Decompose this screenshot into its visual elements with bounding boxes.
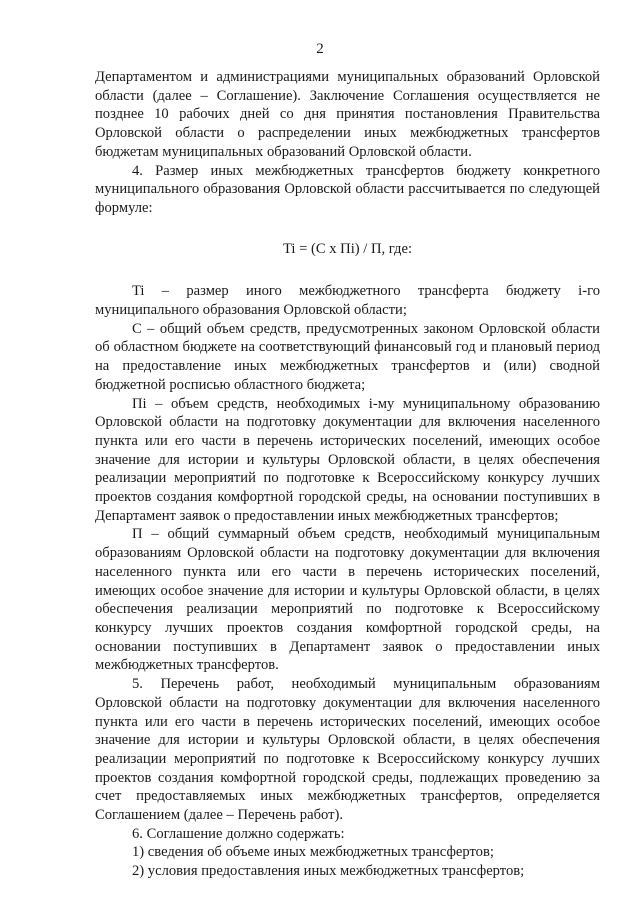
page-number: 2: [316, 41, 324, 57]
definition-c: С – общий объем средств, предусмотренных законом Орловской области об областном бюджете на соответствующий финансовый год и плановый период на предоставление иных межбюджетных трансфертов и (или) сводной бюджетной росписью областного бюджета;: [95, 320, 600, 393]
definition-p: П – общий суммарный объем средств, необходимый муниципальным образованиям Орловской области на подготовку документации для включения населенного пункта или его части в перечень исторических поселений, имеющих особое значение для истории и культуры Орловской области, в целях обеспечения реализации мероприятий по подготовке к Всероссийскому конкурсу лучших проектов создания комфортной городской среды, на основании поступивших в Департамент заявок о предоставлении иных межбюджетных трансфертов.: [95, 526, 600, 674]
paragraph-section-4: 4. Размер иных межбюджетных трансфертов бюджету конкретного муниципального образования Орловской области рассчитывается по следующей формуле:: [95, 162, 600, 216]
paragraph-agreement: Департаментом и администрациями муниципальных образований Орловской области (далее – Соглашение). Заключение Соглашения осуществляется не позднее 10 рабочих дней со дня принятия постановления Правительства Орловской области о распределении иных межбюджетных трансфертов бюджетам муниципальных образований Орловской области.: [95, 69, 600, 160]
definition-pi: Пi – объем средств, необходимых i-му муниципальному образованию Орловской области на подготовку документации для включения населенного пункта или его части в перечень исторических поселений, имеющих особое значение для истории и культуры Орловской области, в целях обеспечения реализации мероприятий по подготовке к Всероссийскому конкурсу лучших проектов создания комфортной городской среды, на основании поступивших в Департамент заявок о предоставлении иных межбюджетных трансфертов;: [95, 395, 600, 524]
formula: Ti = (C x Пi) / П, где:: [282, 240, 413, 257]
definition-ti: Ti – размер иного межбюджетного трансферта бюджету i-го муниципального образования Орловской области;: [95, 283, 600, 319]
section-6-item: 1) сведения об объеме иных межбюджетных трансфертов;: [132, 844, 494, 861]
document-body: [95, 68, 600, 881]
paragraph-section-5: 5. Перечень работ, необходимый муниципальным образованиям Орловской области на подготовку документации для включения населенного пункта или его части в перечень исторических поселений, имеющих особое значение для истории и культуры Орловской области, в целях обеспечения реализации мероприятий по подготовке к Всероссийскому конкурсу лучших проектов создания комфортной городской среды, подлежащих проведению за счет предоставляемых иных межбюджетных трансфертов, определяется Соглашением (далее – Перечень работ).: [95, 676, 600, 824]
section-6-item: 2) условия предоставления иных межбюджетных трансфертов;: [132, 863, 525, 880]
section-6-heading: 6. Соглашение должно содержать:: [132, 825, 345, 842]
